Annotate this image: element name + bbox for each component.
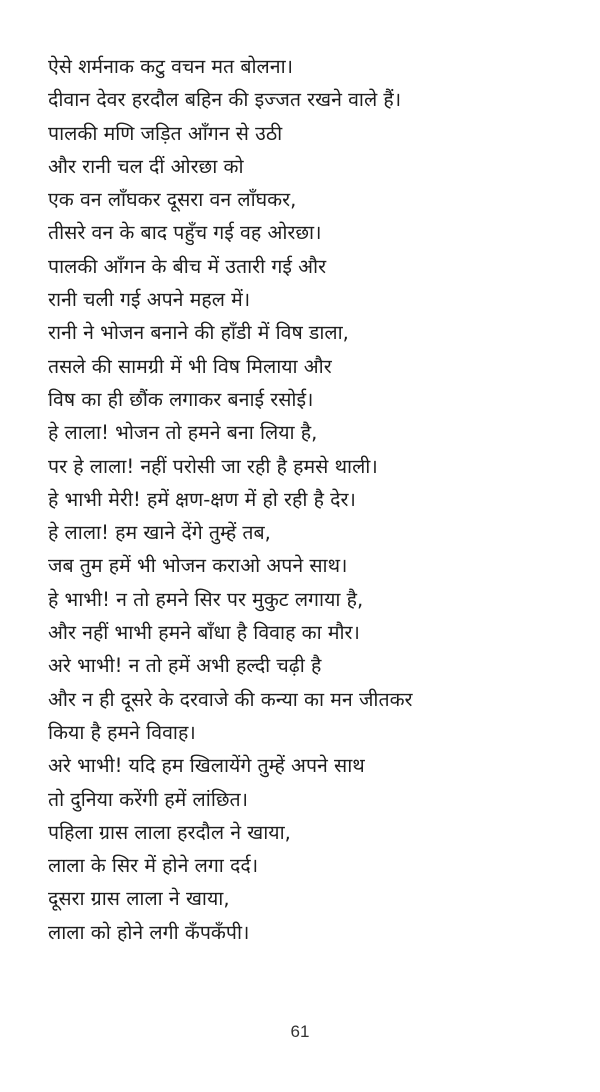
poem-line: हे भाभी मेरी! हमें क्षण-क्षण में हो रही है देर।: [48, 487, 356, 511]
poem-line: रानी चली गई अपने महल में।: [48, 288, 251, 312]
poem-line: जब तुम हमें भी भोजन कराओ अपने साथ।: [48, 554, 348, 578]
page-number: 61: [290, 1022, 310, 1041]
poem-line: अरे भाभी! न तो हमें अभी हल्दी चढ़ी है: [48, 654, 322, 678]
poem-line: पालकी आँगन के बीच में उतारी गई और: [48, 254, 327, 278]
poem-line: विष का ही छौंक लगाकर बनाई रसोई।: [48, 387, 314, 411]
poem-line: हे लाला! भोजन तो हमने बना लिया है,: [48, 421, 318, 445]
poem-line: पालकी मणि जड़ित आँगन से उठी: [48, 121, 283, 145]
poem-line: और नहीं भाभी हमने बाँधा है विवाह का मौर।: [48, 621, 360, 645]
poem-line: तसले की सामग्री में भी विष मिलाया और: [48, 354, 332, 378]
poem-text: [48, 50, 588, 949]
poem-line: दीवान देवर हरदौल बहिन की इज्जत रखने वाले हैं।: [48, 88, 402, 112]
poem-line: पहिला ग्रास लाला हरदौल ने खाया,: [48, 820, 291, 844]
poem-line: दूसरा ग्रास लाला ने खाया,: [48, 887, 230, 911]
poem-line: ऐसे शर्मनाक कटु वचन मत बोलना।: [48, 55, 294, 78]
poem-line: और न ही दूसरे के दरवाजे की कन्या का मन जीतकर: [48, 687, 413, 711]
poem-line: और रानी चल दीं ओरछा को: [48, 154, 244, 178]
poem-line: हे भाभी! न तो हमने सिर पर मुकुट लगाया है,: [48, 587, 364, 611]
poem-line: तो दुनिया करेंगी हमें लांछित।: [48, 787, 249, 811]
poem-line: अरे भाभी! यदि हम खिलायेंगे तुम्हें अपने साथ: [48, 754, 365, 778]
poem-line: किया है हमने विवाह।: [48, 720, 196, 744]
poem-line: लाला के सिर में होने लगा दर्द।: [48, 854, 259, 878]
poem-line: पर हे लाला! नहीं परोसी जा रही है हमसे थाली।: [48, 454, 378, 478]
poem-line: लाला को होने लगी कँपकँपी।: [48, 920, 250, 944]
poem-line: रानी ने भोजन बनाने की हाँडी में विष डाला,: [48, 321, 349, 345]
poem-line: एक वन लाँघकर दूसरा वन लाँघकर,: [48, 188, 297, 212]
poem-line: तीसरे वन के बाद पहुँच गई वह ओरछा।: [48, 221, 322, 245]
poem-line: हे लाला! हम खाने देंगे तुम्हें तब,: [48, 521, 271, 545]
